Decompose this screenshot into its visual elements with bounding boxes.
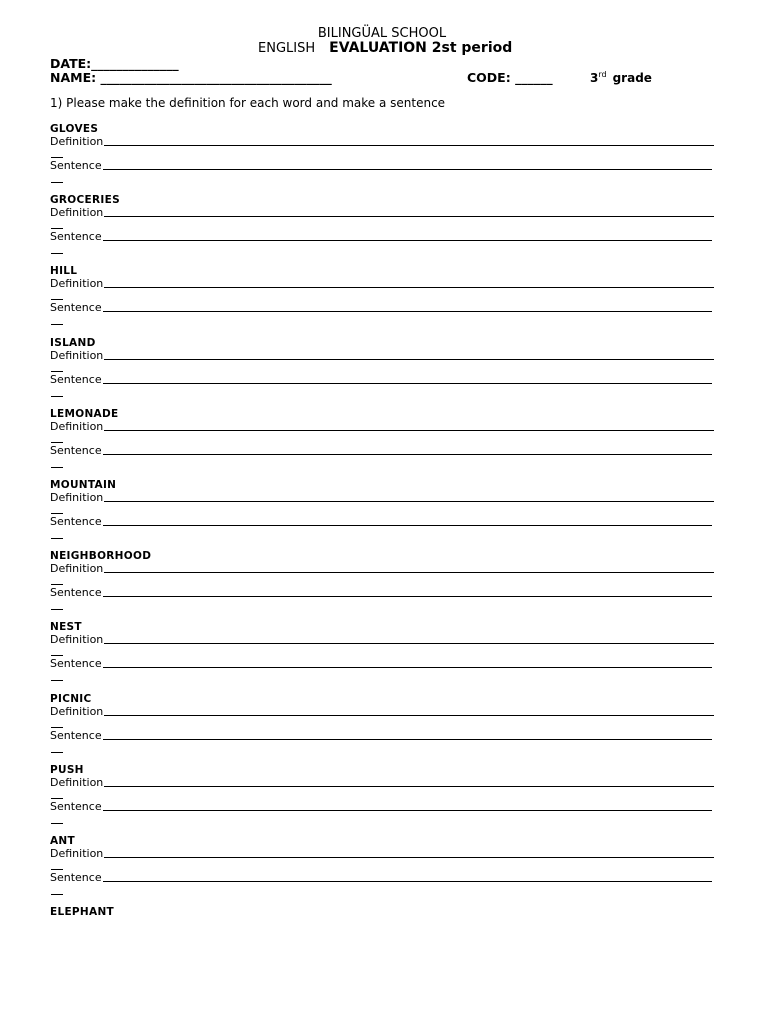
- definition-line[interactable]: [50, 847, 714, 860]
- definition-blank[interactable]: [104, 562, 714, 573]
- definition-line[interactable]: [50, 491, 714, 504]
- sentence-label: Sentence: [50, 514, 102, 528]
- line-continuation: [51, 324, 63, 325]
- sentence-line[interactable]: [50, 800, 712, 813]
- word-title: NEIGHBORHOOD: [50, 550, 152, 563]
- definition-line[interactable]: [50, 349, 714, 362]
- definition-blank[interactable]: [104, 491, 714, 502]
- grade-number: 3: [590, 71, 599, 85]
- line-continuation: [51, 869, 63, 870]
- word-block: [50, 835, 714, 906]
- sentence-label: Sentence: [50, 230, 102, 244]
- word-title: NEST: [50, 621, 82, 634]
- word-title: GROCERIES: [50, 194, 120, 207]
- line-continuation: [51, 253, 63, 254]
- line-continuation: [51, 798, 63, 799]
- line-continuation: [51, 299, 63, 300]
- evaluation-title: EVALUATION 2st period: [329, 40, 513, 56]
- sentence-line[interactable]: [50, 159, 712, 172]
- definition-label: Definition: [50, 277, 104, 291]
- definition-blank[interactable]: [104, 420, 714, 431]
- date-field[interactable]: DATE:______________: [50, 56, 179, 71]
- sentence-label: Sentence: [50, 799, 102, 813]
- line-continuation: [51, 655, 63, 656]
- instructions: 1) Please make the definition for each word and make a sentence: [50, 96, 446, 110]
- word-block: [50, 408, 714, 479]
- word-title: LEMONADE: [50, 407, 119, 420]
- definition-line[interactable]: [50, 420, 714, 433]
- word-block: [50, 764, 714, 835]
- definition-label: Definition: [50, 633, 104, 647]
- definition-label: Definition: [50, 704, 104, 718]
- sentence-line[interactable]: [50, 230, 712, 243]
- definition-line[interactable]: [50, 776, 714, 789]
- sentence-line[interactable]: [50, 515, 712, 528]
- definition-line[interactable]: [50, 206, 714, 219]
- sentence-line[interactable]: [50, 373, 712, 386]
- line-continuation: [51, 894, 63, 895]
- definition-blank[interactable]: [104, 847, 714, 858]
- sentence-line[interactable]: [50, 657, 712, 670]
- definition-label: Definition: [50, 135, 104, 148]
- sentence-label: Sentence: [50, 657, 102, 671]
- sentence-label: Sentence: [50, 372, 102, 386]
- word-title: ELEPHANT: [50, 906, 114, 919]
- definition-label: Definition: [50, 490, 104, 504]
- sentence-line[interactable]: [50, 586, 712, 599]
- line-continuation: [51, 442, 63, 443]
- sentence-blank[interactable]: [103, 729, 712, 740]
- word-block: [50, 479, 714, 550]
- evaluation-heading: [258, 40, 512, 56]
- sentence-label: Sentence: [50, 301, 102, 315]
- definition-label: Definition: [50, 775, 104, 789]
- line-continuation: [51, 157, 63, 158]
- word-title: PICNIC: [50, 692, 92, 705]
- sentence-line[interactable]: [50, 444, 712, 457]
- word-block: [50, 265, 714, 336]
- word-block: [50, 123, 714, 194]
- sentence-blank[interactable]: [103, 230, 712, 241]
- line-continuation: [51, 228, 63, 229]
- word-block: [50, 550, 714, 621]
- definition-label: Definition: [50, 846, 104, 860]
- sentence-label: Sentence: [50, 159, 102, 172]
- definition-blank[interactable]: [104, 633, 714, 644]
- line-continuation: [51, 513, 63, 514]
- sentence-blank[interactable]: [103, 373, 712, 384]
- grade-label: [590, 70, 652, 85]
- line-continuation: [51, 371, 63, 372]
- name-field[interactable]: NAME: _____________________________________: [50, 70, 332, 85]
- sentence-blank[interactable]: [103, 800, 712, 811]
- definition-line[interactable]: [50, 705, 714, 718]
- definition-label: Definition: [50, 419, 104, 433]
- word-title: HILL: [50, 265, 78, 278]
- word-block: [50, 693, 714, 764]
- sentence-blank[interactable]: [103, 871, 712, 882]
- sentence-blank[interactable]: [103, 159, 712, 170]
- line-continuation: [51, 680, 63, 681]
- definition-blank[interactable]: [104, 705, 714, 716]
- sentence-blank[interactable]: [103, 515, 712, 526]
- definition-label: Definition: [50, 562, 104, 576]
- word-title: ISLAND: [50, 336, 96, 349]
- sentence-label: Sentence: [50, 870, 102, 884]
- sentence-blank[interactable]: [103, 301, 712, 312]
- word-block: [50, 621, 714, 692]
- sentence-line[interactable]: [50, 301, 712, 314]
- definition-blank[interactable]: [104, 135, 714, 146]
- grade-text: grade: [612, 71, 652, 85]
- definition-blank[interactable]: [104, 277, 714, 288]
- line-continuation: [51, 584, 63, 585]
- line-continuation: [51, 182, 63, 183]
- definition-blank[interactable]: [104, 206, 714, 217]
- line-continuation: [51, 396, 63, 397]
- sentence-blank[interactable]: [103, 444, 712, 455]
- definition-line[interactable]: [50, 633, 714, 646]
- definition-label: Definition: [50, 206, 104, 220]
- sentence-label: Sentence: [50, 443, 102, 457]
- sentence-blank[interactable]: [103, 586, 712, 597]
- word-block: [50, 337, 714, 408]
- definition-blank[interactable]: [104, 776, 714, 787]
- word-title: MOUNTAIN: [50, 478, 117, 491]
- definition-line[interactable]: [50, 277, 714, 290]
- word-title: PUSH: [50, 763, 84, 776]
- line-continuation: [51, 727, 63, 728]
- definition-line[interactable]: [50, 562, 714, 575]
- line-continuation: [51, 752, 63, 753]
- subject-label: ENGLISH: [258, 41, 316, 56]
- sentence-label: Sentence: [50, 728, 102, 742]
- word-title: ANT: [50, 834, 75, 847]
- sentence-label: Sentence: [50, 586, 102, 600]
- line-continuation: [51, 538, 63, 539]
- sentence-line[interactable]: [50, 871, 712, 884]
- line-continuation: [51, 609, 63, 610]
- definition-blank[interactable]: [104, 349, 714, 360]
- sentence-blank[interactable]: [103, 657, 712, 668]
- definition-line[interactable]: [50, 135, 714, 148]
- line-continuation: [51, 823, 63, 824]
- definition-label: Definition: [50, 348, 104, 362]
- line-continuation: [51, 467, 63, 468]
- word-block: [50, 194, 714, 265]
- sentence-line[interactable]: [50, 729, 712, 742]
- code-field[interactable]: CODE: ______: [467, 70, 553, 85]
- grade-suffix: rd: [598, 70, 607, 79]
- word-title: GLOVES: [50, 123, 99, 135]
- word-list: [50, 123, 714, 977]
- word-block: [50, 906, 714, 977]
- school-title: BILINGÜAL SCHOOL: [317, 26, 447, 41]
